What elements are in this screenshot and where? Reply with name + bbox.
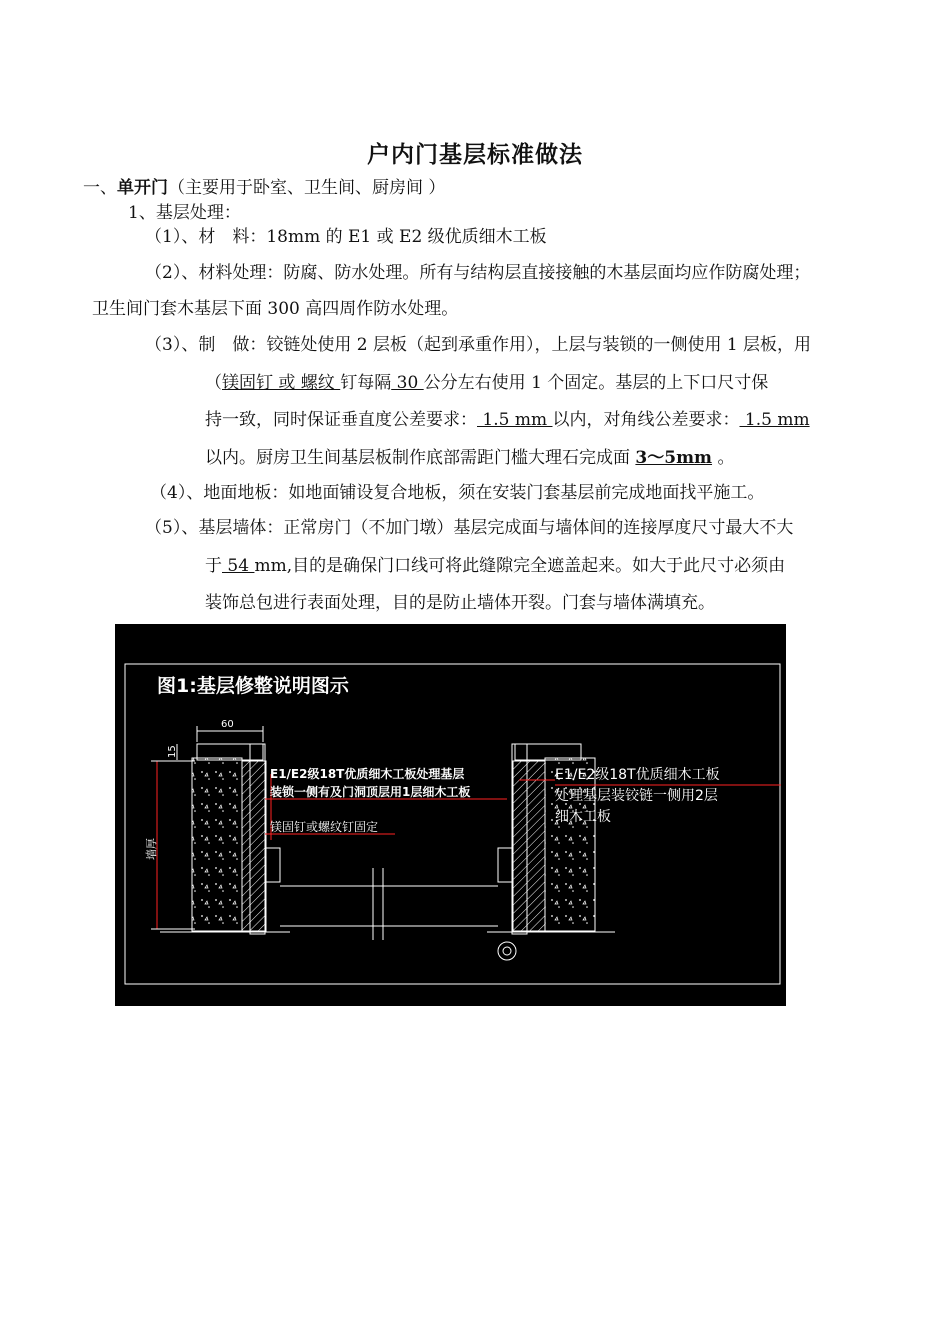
figure-door-base-diagram xyxy=(115,624,786,1006)
text-run: 以内。厨房卫生间基层板制作底部需距门槛大理石完成面 xyxy=(205,448,636,468)
item-1-material xyxy=(145,226,547,248)
label-left-2: 装锁一侧有及门洞顶层用1层细木工板 xyxy=(270,785,471,799)
text-run: 持一致，同时保证垂直度公差要求： xyxy=(205,410,477,430)
item-5-line-1: （5）、基层墙体：正常房门（不加门墩）基层完成面与墙体间的连接厚度尺寸最大不大 xyxy=(145,518,794,538)
item-1-label: （1）、材 料： xyxy=(145,227,267,247)
text-run: 于 xyxy=(205,556,222,576)
label-left-1: E1/E2级18T优质细木工板处理基层 xyxy=(270,767,465,781)
label-right-3: 细木工板 xyxy=(555,809,611,825)
text-run: 公分左右使用 1 个固定。基层的上下口尺寸保 xyxy=(423,373,769,393)
item-3-line-2 xyxy=(205,372,768,394)
cad-drawing xyxy=(115,624,786,1006)
section-title: 单开门 xyxy=(117,178,168,198)
page-title: 户内门基层标准做法 xyxy=(367,142,583,168)
label-left-3: 镁固钉或螺纹钉固定 xyxy=(270,820,379,834)
subheading-base-treatment: 1、基层处理： xyxy=(128,203,241,223)
dim-15: 15 xyxy=(167,745,178,758)
item-3-line-1: （3）、制 做：铰链处使用 2 层板（起到承重作用），上层与装锁的一侧使用 1 层板，用 xyxy=(145,335,812,355)
underlined-tolerance: 1.5 mm xyxy=(477,410,553,430)
item-2-line-2: 卫生间门套木基层下面 300 高四周作防水处理。 xyxy=(92,299,459,319)
section-note: （主要用于卧室、卫生间、厨房间 ） xyxy=(168,178,446,198)
item-5-line-2 xyxy=(205,555,785,577)
item-4-floor: （4）、地面地板：如地面铺设复合地板，须在安装门套基层前完成地面找平施工。 xyxy=(150,483,765,503)
underlined-fastener: 镁固钉 或 螺纹 xyxy=(222,373,341,393)
item-5-line-3: 装饰总包进行表面处理，目的是防止墙体开裂。门套与墙体满填充。 xyxy=(205,593,715,613)
item-2-line-1: （2）、材料处理：防腐、防水处理。所有与结构层直接接触的木基层面均应作防腐处理； xyxy=(145,263,811,283)
item-1-text: 18mm 的 E1 或 E2 级优质细木工板 xyxy=(266,227,547,247)
underlined-gap: 3～5mm xyxy=(635,448,713,468)
label-right-1: E1/E2级18T优质细木工板 xyxy=(555,767,720,783)
label-right-2: 处理基层装铰链一侧用2层 xyxy=(555,788,718,804)
section-number: 一、 xyxy=(83,178,117,198)
figure-title: 图1:基层修整说明图示 xyxy=(157,675,349,697)
dim-wall-thickness: 墙厚 xyxy=(145,838,158,860)
text-run: 。 xyxy=(712,448,735,468)
item-3-line-4 xyxy=(205,447,734,469)
item-3-line-3 xyxy=(205,409,810,431)
underlined-thickness: 54 xyxy=(222,556,255,576)
door-leaf xyxy=(280,868,516,960)
underlined-tolerance: 1.5 mm xyxy=(739,410,810,430)
text-run: mm,目的是确保门口线可将此缝隙完全遮盖起来。如大于此尺寸必须由 xyxy=(254,556,786,576)
text-run: 以内，对角线公差要求： xyxy=(552,410,740,430)
underlined-spacing: 30 xyxy=(391,373,424,393)
text-run: （ xyxy=(205,373,222,393)
dim-60: 60 xyxy=(221,719,234,730)
section-heading xyxy=(83,177,445,199)
text-run: 钉每隔 xyxy=(340,373,392,393)
